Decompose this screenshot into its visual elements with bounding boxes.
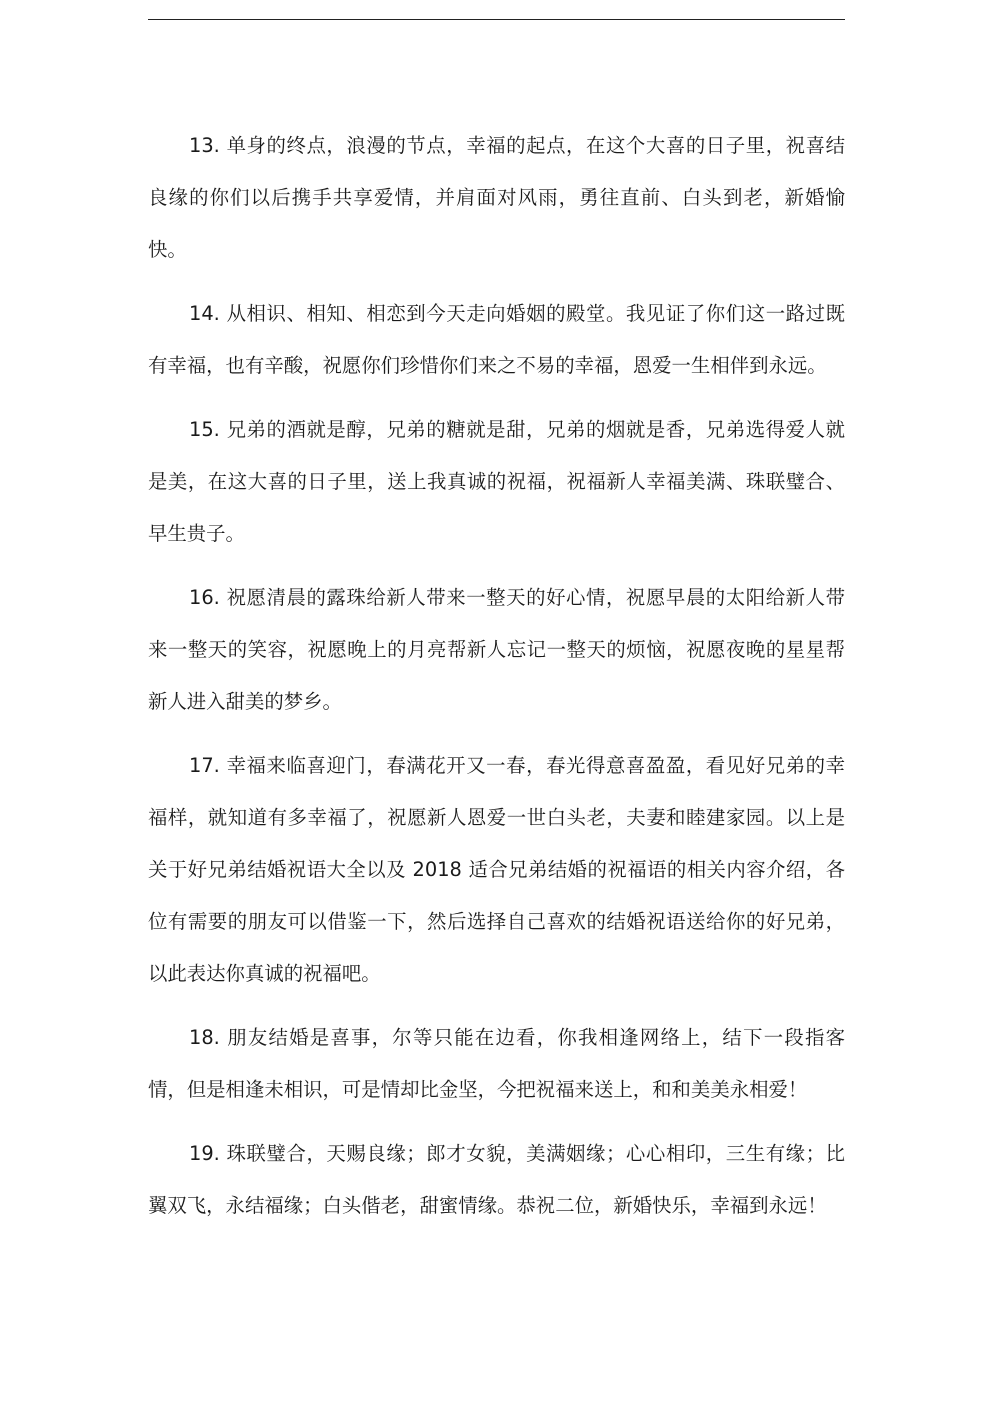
paragraph-number: 15. xyxy=(189,418,220,441)
paragraph-text: 祝愿清晨的露珠给新人带来一整天的好心情，祝愿早晨的太阳给新人带来一整天的笑容，祝愿晚上的月亮帮新人忘记一整天的烦恼，祝愿夜晚的星星帮新人进入甜美的梦乡。 xyxy=(148,586,846,713)
paragraph-number: 14. xyxy=(189,302,220,325)
paragraph-text: 朋友结婚是喜事，尔等只能在边看，你我相逢网络上，结下一段指客情，但是相逢未相识，可是情却比金坚，今把祝福来送上，和和美美永相爱！ xyxy=(148,1026,845,1101)
paragraph-number: 13. xyxy=(189,134,220,157)
paragraph-text: 从相识、相知、相恋到今天走向婚姻的殿堂。我见证了你们这一路过既有幸福，也有辛酸，祝愿你们珍惜你们来之不易的幸福，恩爱一生相伴到永远。 xyxy=(148,302,846,377)
header-rule xyxy=(148,19,845,20)
paragraph-number: 16. xyxy=(189,586,220,609)
paragraph-16 xyxy=(148,572,845,728)
paragraph-17 xyxy=(148,740,845,1000)
paragraph-13 xyxy=(148,120,845,276)
paragraph-text: 单身的终点，浪漫的节点，幸福的起点，在这个大喜的日子里，祝喜结良缘的你们以后携手共享爱情，并肩面对风雨，勇往直前、白头到老，新婚愉快。 xyxy=(148,134,846,261)
paragraph-text: 幸福来临喜迎门，春满花开又一春，春光得意喜盈盈，看见好兄弟的幸福样，就知道有多幸福了，祝愿新人恩爱一世白头老，夫妻和睦建家园。以上是关于好兄弟结婚祝语大全以及 2018 适合兄弟结婚的祝福语的相关内容介绍，各位有需要的朋友可以借鉴一下，然后选择自己喜欢的结婚祝语送给你的好兄弟，以此表达你真诚的祝福吧。 xyxy=(148,754,846,985)
paragraph-text: 珠联璧合，天赐良缘；郎才女貌，美满姻缘；心心相印，三生有缘；比翼双飞，永结福缘；白头偕老，甜蜜情缘。恭祝二位，新婚快乐，幸福到永远！ xyxy=(148,1142,846,1217)
paragraph-text: 兄弟的酒就是醇，兄弟的糖就是甜，兄弟的烟就是香，兄弟选得爱人就是美，在这大喜的日子里，送上我真诚的祝福，祝福新人幸福美满、珠联璧合、早生贵子。 xyxy=(148,418,846,545)
paragraph-number: 18. xyxy=(189,1026,220,1049)
paragraph-number: 19. xyxy=(189,1142,220,1165)
paragraph-19 xyxy=(148,1128,845,1232)
paragraph-14 xyxy=(148,288,845,392)
document-body xyxy=(148,120,845,1244)
paragraph-15 xyxy=(148,404,845,560)
paragraph-18 xyxy=(148,1012,845,1116)
paragraph-number: 17. xyxy=(189,754,220,777)
